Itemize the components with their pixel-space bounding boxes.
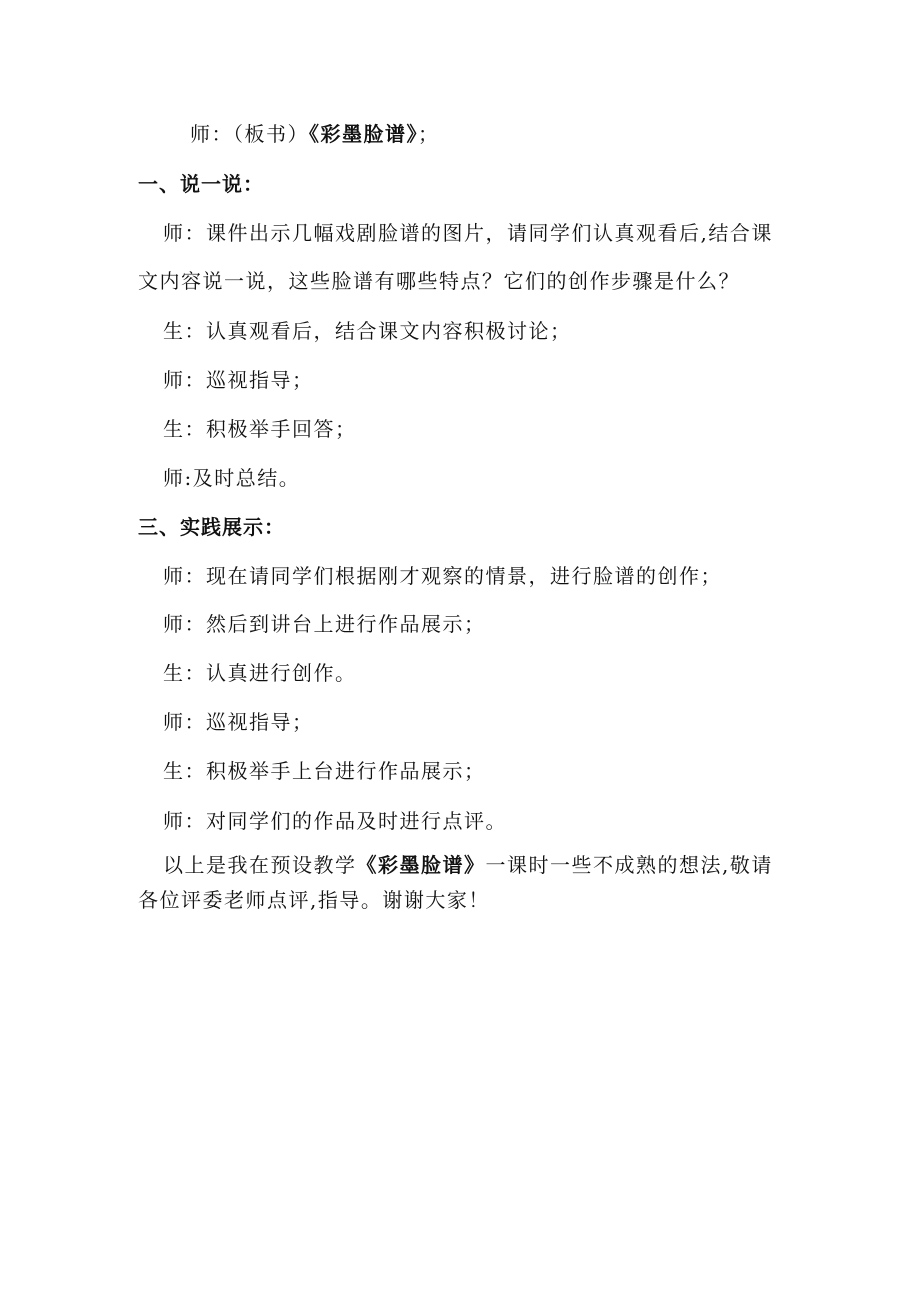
paragraph-line: 师：课件出示几幅戏剧脸谱的图片，请同学们认真观看后,结合课 bbox=[163, 221, 773, 245]
board-title-suffix: ； bbox=[418, 122, 440, 146]
paragraph-line: 师：然后到讲台上进行作品展示； bbox=[163, 612, 486, 636]
closing-lesson-title: 《彩墨脸谱》 bbox=[356, 853, 486, 877]
paragraph-line: 生：积极举手上台进行作品展示； bbox=[163, 759, 486, 783]
lesson-title: 《彩墨脸谱》 bbox=[309, 122, 418, 146]
section-heading-1: 一、说一说： bbox=[138, 172, 264, 196]
paragraph-line: 生：认真进行创作。 bbox=[163, 661, 357, 685]
paragraph-line: 文内容说一说，这些脸谱有哪些特点？它们的创作步骤是什么？ bbox=[138, 269, 740, 293]
paragraph-line: 生：积极举手回答； bbox=[163, 417, 357, 441]
section-heading-3: 三、实践展示： bbox=[138, 515, 285, 539]
board-title-line bbox=[190, 121, 440, 147]
paragraph-line: 师：巡视指导； bbox=[163, 368, 314, 392]
closing-line: 各位评委老师点评,指导。谢谢大家！ bbox=[138, 888, 490, 912]
paragraph-line: 师：现在请同学们根据刚才观察的情景，进行脸谱的创作； bbox=[163, 564, 722, 588]
paragraph-line: 师：对同学们的作品及时进行点评。 bbox=[163, 809, 507, 833]
paragraph-line: 生：认真观看后，结合课文内容积极讨论； bbox=[163, 319, 572, 343]
closing-line bbox=[163, 852, 773, 878]
paragraph-line: 师:及时总结。 bbox=[163, 466, 301, 490]
board-title-prefix: 师：（板书） bbox=[190, 122, 309, 146]
paragraph-line: 师：巡视指导； bbox=[163, 710, 314, 734]
closing-prefix: 以上是我在预设教学 bbox=[163, 853, 357, 877]
closing-suffix: 一课时一些不成熟的想法,敬请 bbox=[485, 853, 773, 877]
